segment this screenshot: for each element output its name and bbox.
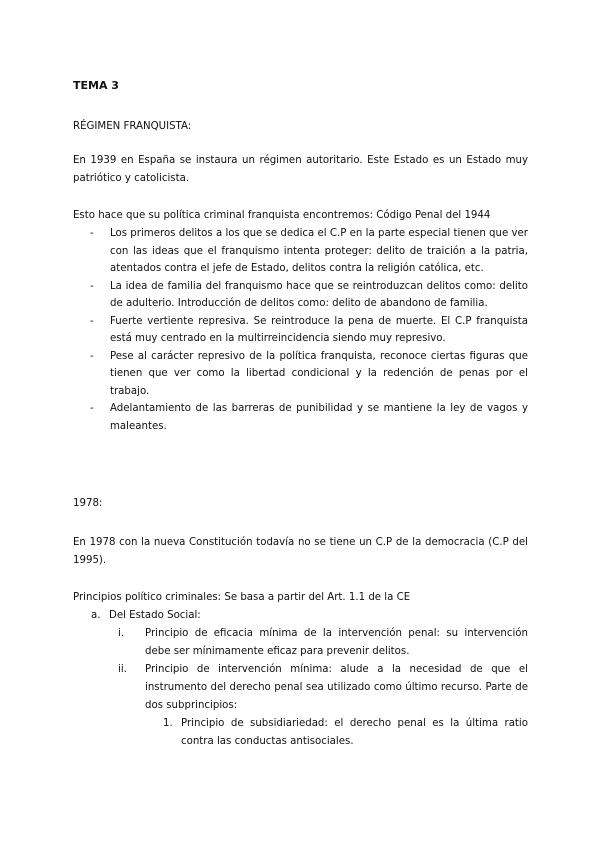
item-a-label: Del Estado Social: — [109, 610, 201, 621]
bullet-text: Pese al carácter represivo de la política franquista, reconoce ciertas figuras que tienen que ver como la libertad condicional y la redención de penas por el trabajo. — [110, 350, 528, 397]
dash-marker: - — [90, 228, 94, 239]
dash-marker: - — [90, 403, 94, 414]
bullet-text: Adelantamiento de las barreras de punibilidad y se mantiene la ley de vagos y maleantes. — [110, 403, 528, 432]
principles-intro: Principios político criminales: Se basa a partir del Art. 1.1 de la CE — [73, 592, 411, 603]
sub-list-numeric — [163, 715, 528, 751]
list-item-1 — [163, 715, 528, 751]
dash-marker: - — [90, 350, 94, 362]
bullet-list — [73, 225, 528, 435]
bullet-text: La idea de familia del franquismo hace que se reintroduzcan delitos como: delito de adulterio. Introducción de delitos como: delito de abandono de familia. — [110, 280, 528, 309]
policy-intro: Esto hace que su política criminal franquista encontremos: Código Penal del 1944 — [73, 210, 491, 221]
page-title: TEMA 3 — [73, 79, 119, 92]
list-item-ii — [118, 661, 528, 715]
item-ii-text: Principio de intervención mínima: alude a la necesidad de que el instrumento del derecho penal sea utilizado como último recurso. Parte de dos subprincipios: — [145, 664, 528, 711]
list-item — [73, 348, 528, 401]
dash-marker: - — [90, 280, 94, 292]
item-ii-marker: ii. — [118, 664, 127, 675]
section-1978-paragraph: En 1978 con la nueva Constitución todavía no se tiene un C.P de la democracia (C.P del 1995). — [73, 537, 528, 566]
item-1-text: Principio de subsidiariedad: el derecho penal es la última ratio contra las conductas antisociales. — [181, 718, 528, 747]
principles-list — [91, 607, 528, 625]
item-i-text: Principio de eficacia mínima de la intervención penal: su intervención debe ser mínimamente eficaz para prevenir delitos. — [145, 628, 528, 657]
item-i-marker: i. — [118, 628, 125, 639]
section-heading-franquista: RÉGIMEN FRANQUISTA: — [73, 121, 192, 132]
bullet-text: Los primeros delitos a los que se dedica el C.P en la parte especial tienen que ver con las ideas que el franquismo intenta proteger: delito de traición a la patria, atentados contra el jefe de Estado, delitos contra la religión católica, etc. — [110, 228, 528, 274]
list-item-i — [118, 625, 528, 661]
list-item — [73, 278, 528, 313]
list-item-a — [91, 607, 528, 625]
list-item — [73, 400, 528, 435]
section-heading-1978: 1978: — [73, 498, 103, 509]
bullet-text: Fuerte vertiente represiva. Se reintroduce la pena de muerte. El C.P franquista está muy centrado en la multirreincidencia siendo muy represivo. — [110, 315, 528, 344]
item-1-marker: 1. — [163, 718, 173, 729]
item-a-marker: a. — [91, 610, 101, 621]
dash-marker: - — [90, 315, 94, 327]
list-item — [73, 225, 528, 278]
list-item — [73, 313, 528, 348]
intro-paragraph: En 1939 en España se instaura un régimen autoritario. Este Estado es un Estado muy patriótico y catolicista. — [73, 155, 528, 184]
sub-list-roman — [118, 625, 528, 715]
